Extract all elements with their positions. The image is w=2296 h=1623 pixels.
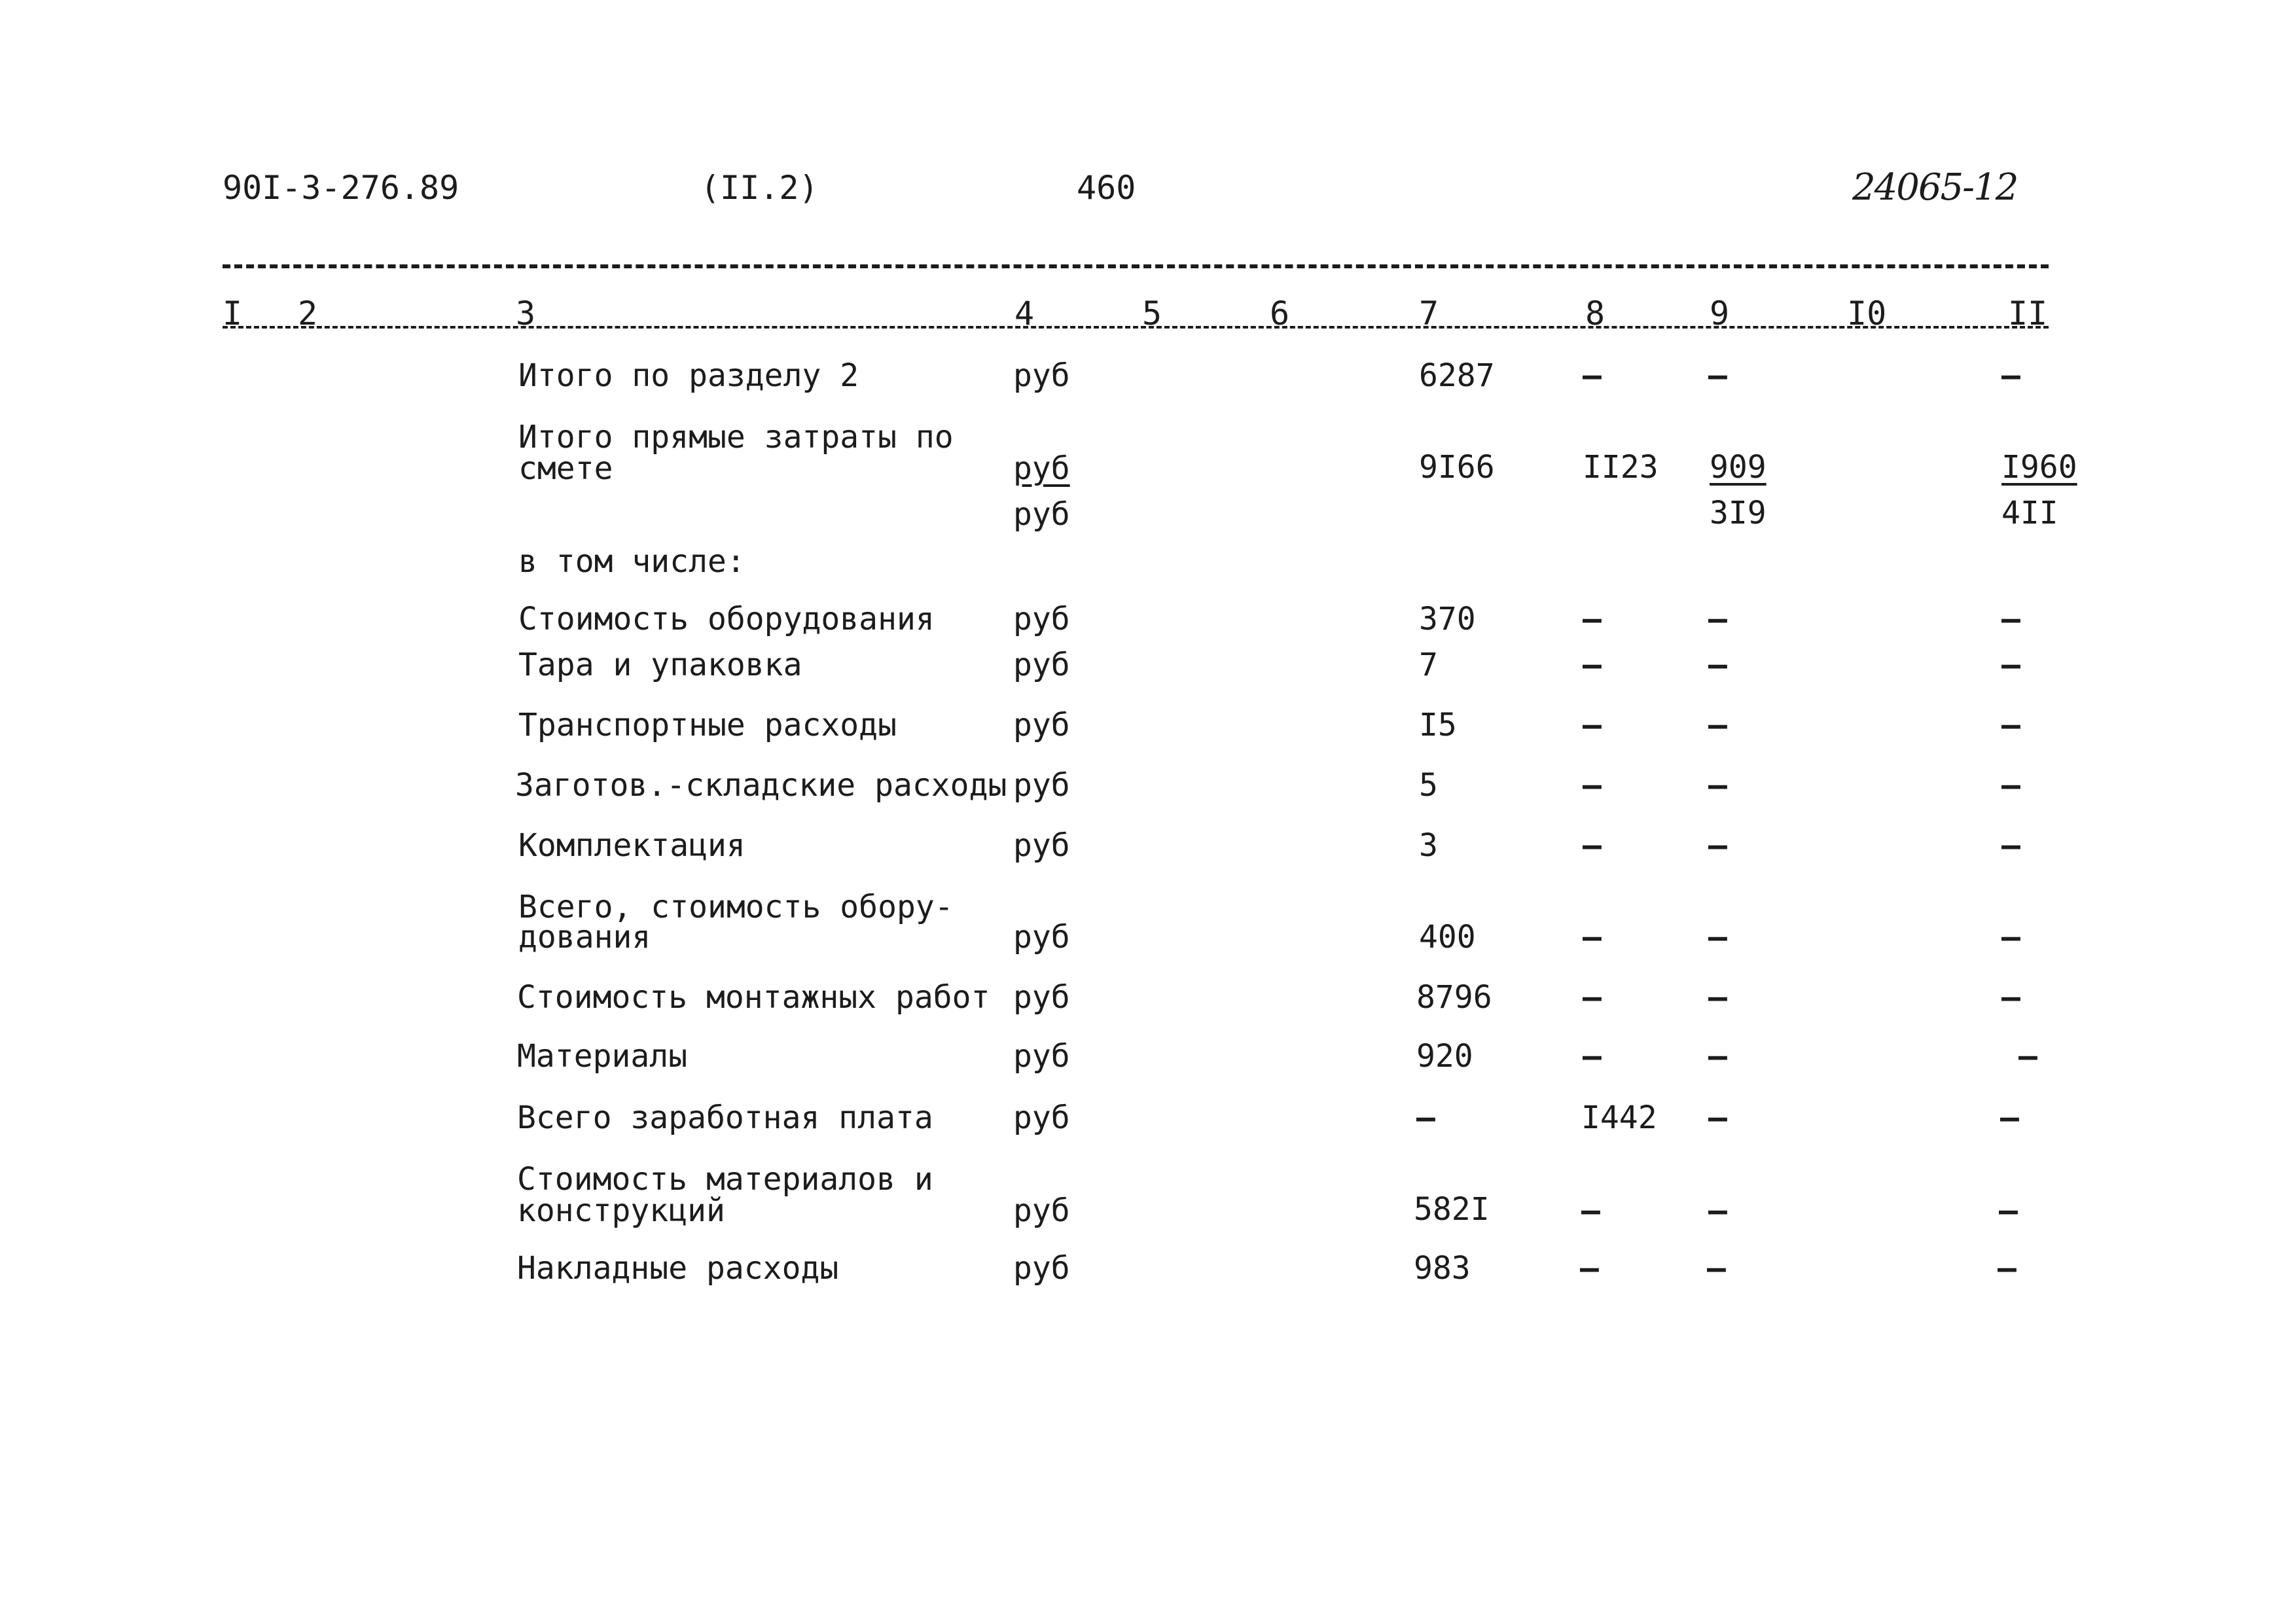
cell-col11: – xyxy=(2001,979,2020,1016)
row-label: в том числе: xyxy=(518,543,745,580)
row-label: дования xyxy=(518,919,651,955)
column-number: I xyxy=(223,294,243,332)
row-label: Транспортные расходы xyxy=(518,707,897,743)
column-number: 4 xyxy=(1014,294,1035,332)
cell-col8: – xyxy=(1583,601,1602,637)
cell-col9: – xyxy=(1708,647,1727,683)
cell-col8: – xyxy=(1583,979,1602,1016)
row-unit: руб xyxy=(1013,979,1070,1016)
cell-col9: – xyxy=(1708,827,1727,864)
cell-col8: – xyxy=(1583,707,1602,743)
row-label: Заготов.-складские расходы xyxy=(515,767,1007,804)
row-unit: руб xyxy=(1013,767,1070,804)
cell-col9: – xyxy=(1708,1099,1727,1136)
cell-col11: – xyxy=(2001,827,2020,864)
row-label: Всего, стоимость обору- xyxy=(518,889,954,925)
column-number: 6 xyxy=(1270,294,1290,332)
cell-col8: – xyxy=(1581,1192,1600,1229)
row-label: Комплектация xyxy=(518,827,745,864)
column-number: 7 xyxy=(1419,294,1439,332)
cell-col9: – xyxy=(1708,601,1727,637)
row-unit: руб xyxy=(1013,647,1070,683)
cell-col11: – xyxy=(1998,1250,2017,1287)
cell-col7: 7 xyxy=(1419,647,1438,683)
row-label: Стоимость материалов и xyxy=(517,1161,933,1198)
cell-col8: – xyxy=(1583,827,1602,864)
cell-col8: – xyxy=(1583,647,1602,683)
cell-col11: – xyxy=(2001,767,2020,804)
row-label: Итого по разделу 2 xyxy=(518,357,859,394)
row-unit: руб xyxy=(1013,919,1070,955)
cell-col9: – xyxy=(1707,1250,1726,1287)
cell-col9: – xyxy=(1708,1192,1727,1229)
cell-col11: – xyxy=(2001,601,2020,637)
cell-col11: – xyxy=(2001,919,2020,955)
column-number: 9 xyxy=(1710,294,1730,332)
row-unit: руб xyxy=(1013,1192,1070,1229)
cell-col11: – xyxy=(2018,1038,2037,1075)
cell-col7: I5 xyxy=(1419,707,1457,743)
cell-col7: 400 xyxy=(1419,919,1476,955)
cell-col11: – xyxy=(2001,647,2020,683)
cell-col11: – xyxy=(2001,707,2020,743)
cell-col8: II23 xyxy=(1583,449,1659,486)
cell-col7: 5 xyxy=(1419,767,1438,804)
cell-col11: – xyxy=(1999,1192,2018,1229)
cell-col8: I442 xyxy=(1581,1099,1657,1136)
row-label: конструкций xyxy=(517,1192,725,1229)
cell-col7: 983 xyxy=(1414,1250,1471,1287)
row-unit: руб xyxy=(1013,601,1070,637)
row-label: Всего заработная плата xyxy=(517,1099,933,1136)
cell-col11: I960 xyxy=(2001,449,2077,486)
handwritten-reference: 24065-12 xyxy=(1852,166,2018,209)
cell-col7: 9I66 xyxy=(1419,449,1495,486)
cell-col7: 920 xyxy=(1416,1038,1473,1075)
row-label: Накладные расходы xyxy=(517,1250,839,1287)
row-label: смете xyxy=(518,450,613,487)
cell-col7: – xyxy=(1416,1099,1435,1136)
cell-col7: 3 xyxy=(1419,827,1438,864)
cell-col8: – xyxy=(1583,919,1602,955)
cell-col9-secondary: 3I9 xyxy=(1710,495,1767,531)
cell-col7: 6287 xyxy=(1419,357,1495,394)
row-unit: руб xyxy=(1013,707,1070,743)
row-unit: руб xyxy=(1013,1099,1070,1136)
page-number: 460 xyxy=(1077,169,1136,207)
row-unit-secondary: руб xyxy=(1013,496,1070,533)
cell-col7: 370 xyxy=(1419,601,1476,637)
row-unit: руб xyxy=(1013,450,1070,487)
column-number-divider xyxy=(223,326,2049,329)
column-number: II xyxy=(2008,294,2048,332)
row-unit: руб xyxy=(1013,1250,1070,1287)
document-code: 90I-3-276.89 xyxy=(223,169,459,207)
cell-col9: – xyxy=(1708,1038,1727,1075)
row-label: Стоимость оборудования xyxy=(518,601,935,637)
cell-col7: 582I xyxy=(1414,1191,1490,1228)
column-number: 8 xyxy=(1585,294,1605,332)
cell-col9: – xyxy=(1708,707,1727,743)
cell-col8: – xyxy=(1583,357,1602,394)
column-number: 2 xyxy=(298,294,318,332)
row-unit: руб xyxy=(1013,1038,1070,1075)
cell-col9: – xyxy=(1708,357,1727,394)
row-unit: руб xyxy=(1013,357,1070,394)
row-unit: руб xyxy=(1013,827,1070,864)
cell-col7: 8796 xyxy=(1416,979,1492,1016)
column-number: 3 xyxy=(516,294,536,332)
cell-col9: – xyxy=(1708,919,1727,955)
column-number: I0 xyxy=(1847,294,1887,332)
cell-col8: – xyxy=(1580,1250,1599,1287)
column-number: 5 xyxy=(1142,294,1162,332)
row-label: Тара и упаковка xyxy=(518,647,802,683)
cell-col9: – xyxy=(1708,767,1727,804)
cell-col9: – xyxy=(1708,979,1727,1016)
cell-col8: – xyxy=(1583,767,1602,804)
cell-col11: – xyxy=(2000,1099,2019,1136)
cell-col8: – xyxy=(1583,1038,1602,1075)
cell-col9: 909 xyxy=(1710,449,1767,486)
row-label: Стоимость монтажных работ xyxy=(517,979,990,1016)
header-divider xyxy=(223,264,2049,268)
row-label: Материалы xyxy=(517,1038,688,1075)
cell-col11: – xyxy=(2001,357,2020,394)
cell-col11-secondary: 4II xyxy=(2001,495,2058,531)
section-number: (II.2) xyxy=(700,169,819,207)
row-label: Итого прямые затраты по xyxy=(518,419,954,455)
